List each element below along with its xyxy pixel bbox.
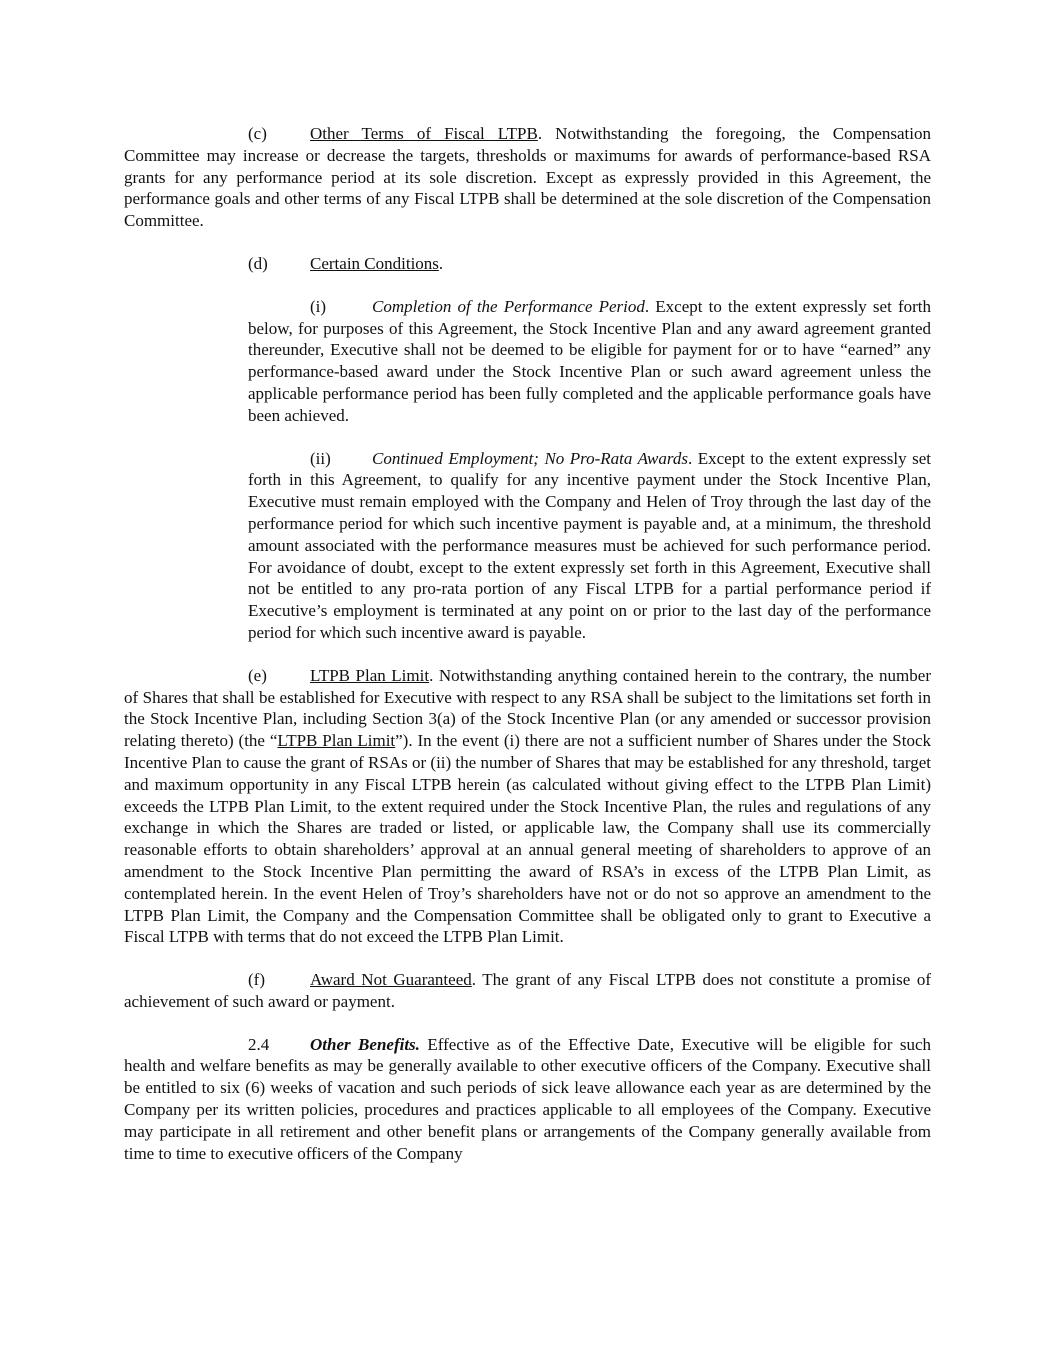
section-2-4 (124, 1034, 931, 1165)
section-d-label: (d) (248, 253, 268, 273)
section-f-label: (f) (248, 970, 265, 990)
section-c-label: (c) (248, 124, 267, 143)
section-d-i-text: . Except to the extent expressly set forth below, for purposes of this Agreement, the Stock Incentive Plan and any award agreement granted thereunder, Executive shall not be deemed to be eligible for payment for or to have “earned” any performance-based award under the Stock Incentive Plan or such award agreement unless the applicable performance period has been fully completed and the applicable performance goals have been achieved. (248, 296, 931, 425)
section-c (124, 123, 931, 232)
section-f-heading: Award Not Guaranteed (310, 970, 472, 990)
section-e-label: (e) (248, 665, 267, 685)
section-2-4-label: 2.4 (248, 1034, 270, 1054)
section-2-4-heading: Other Benefits. (310, 1034, 420, 1054)
section-d-i-heading: Completion of the Performance Period (372, 296, 645, 316)
section-e-defined-term: LTPB Plan Limit (277, 731, 396, 751)
section-f (124, 969, 931, 1013)
section-d-ii-text: . Except to the extent expressly set forth in this Agreement, to qualify for any incentive payment under the Stock Incentive Plan, Executive must remain employed with the Company and Helen of Troy through the last day of the performance period for which such incentive payment is payable and, at a minimum, the threshold amount associated with the performance measures must be achieved for such performance period. For avoidance of doubt, except to the extent expressly set forth in this Agreement, Executive shall not be entitled to any pro-rata portion of any Fiscal LTPB for a partial performance period if Executive’s employment is terminated at any point on or prior to the last day of the performance period for which such incentive award is payable. (248, 448, 931, 642)
section-e-text-2: ”). In the event (i) there are not a sufficient number of Shares under the Stock Incentive Plan to cause the grant of RSAs or (ii) the number of Shares that may be established for any threshold, target and maximum opportunity in any Fiscal LTPB herein (as calculated without giving effect to the LTPB Plan Limit) exceeds the LTPB Plan Limit, to the extent required under the Stock Incentive Plan, the rules and regulations of any exchange in which the Shares are traded or listed, or applicable law, the Company shall use its commercially reasonable efforts to obtain shareholders’ approval at an annual general meeting of shareholders to approve of an amendment to the Stock Incentive Plan permitting the award of RSA’s in excess of the LTPB Plan Limit, as contemplated herein. In the event Helen of Troy’s shareholders have not or do not so approve an amendment to the LTPB Plan Limit, the Company and the Compensation Committee shall be obligated only to grant to Executive a Fiscal LTPB with terms that do not exceed the LTPB Plan Limit. (124, 731, 931, 947)
document-page (124, 123, 931, 1164)
section-c-heading: Other Terms of Fiscal LTPB (310, 124, 538, 143)
section-d-heading: Certain Conditions (310, 253, 439, 273)
section-d (124, 253, 931, 275)
section-e-text-1: . Notwithstanding anything contained herein to the contrary, the number of Shares that shall be established for Executive with respect to any RSA shall be subject to the limitations set forth in the Stock Incentive Plan, including Section 3(a) of the Stock Incentive Plan (or any amended or successor provision relating thereto) (the “ (124, 665, 931, 751)
section-e (124, 665, 931, 948)
section-d-ii (248, 448, 931, 644)
section-d-i-label: (i) (310, 296, 327, 316)
section-f-text: . The grant of any Fiscal LTPB does not constitute a promise of achievement of such award or payment. (124, 970, 932, 1011)
section-d-ii-label: (ii) (310, 448, 331, 468)
section-2-4-text: Effective as of the Effective Date, Executive will be eligible for such health and welfare benefits as may be generally available to other executive officers of the Company. Executive shall be entitled to six (6) weeks of vacation and such periods of sick leave allowance each year as are determined by the Company per its written policies, procedures and practices applicable to all employees of the Company. Executive may participate in all retirement and other benefit plans or arrangements of the Company generally available from time to time to executive officers of the Company (124, 1034, 931, 1163)
section-d-text: . (438, 253, 444, 273)
section-c-text: . Notwithstanding the foregoing, the Compensation Committee may increase or decrease the targets, thresholds or maximums for awards of performance-based RSA grants for any performance period at its sole discretion. Except as expressly provided in this Agreement, the performance goals and other terms of any Fiscal LTPB shall be determined at the sole discretion of the Compensation Committee. (124, 124, 931, 231)
section-e-heading: LTPB Plan Limit (310, 665, 430, 685)
section-d-i (248, 296, 931, 427)
section-d-ii-heading: Continued Employment; No Pro-Rata Awards (372, 448, 688, 468)
